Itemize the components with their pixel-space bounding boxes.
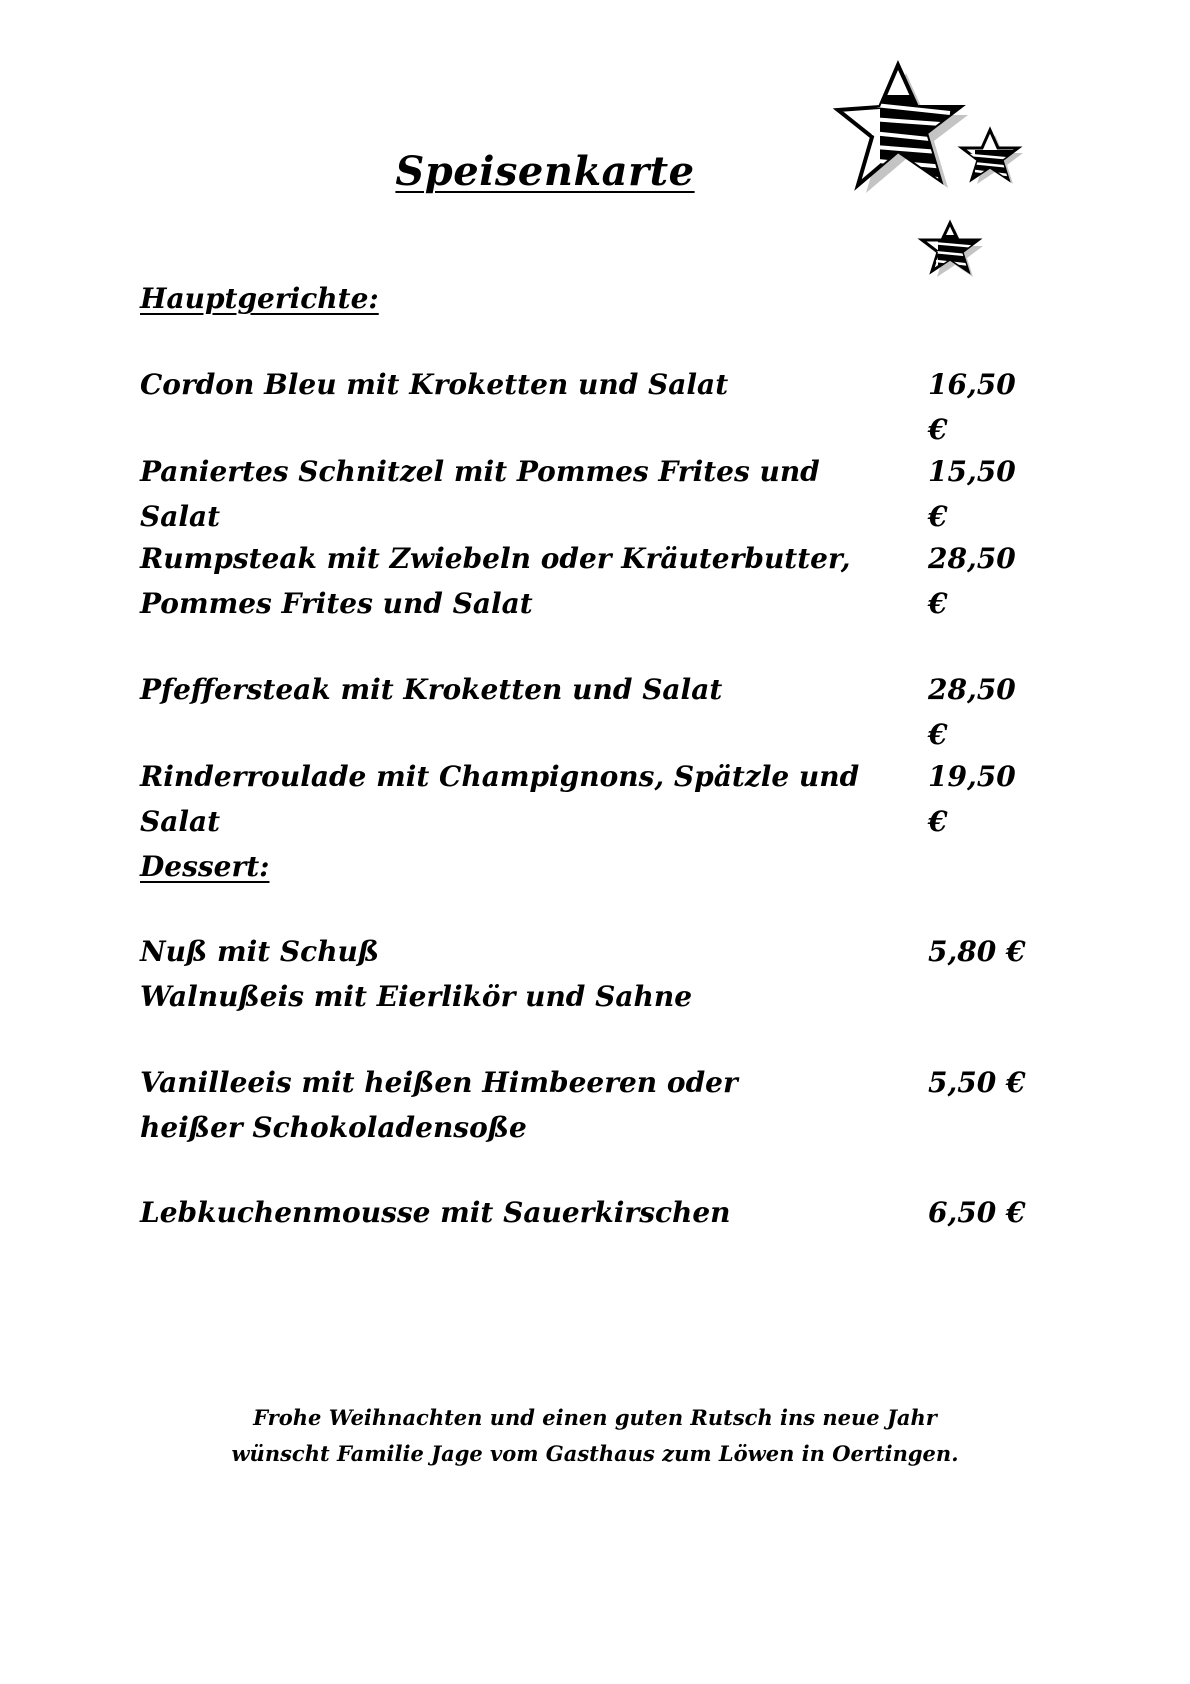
star-icon — [838, 65, 968, 193]
menu-item-price: 16,50 € — [928, 368, 1016, 446]
menu-item-description: Pommes Frites und Salat — [140, 587, 533, 620]
star-icon — [962, 130, 1023, 184]
menu-item-price: 15,50 € — [928, 455, 1016, 533]
menu-item — [140, 754, 1040, 844]
menu-item-price: 19,50 € — [928, 760, 1016, 838]
menu-item-name: Cordon Bleu mit Kroketten und Salat — [140, 368, 729, 401]
menu-item-name: Vanilleeis mit heißen Himbeeren oder — [140, 1066, 738, 1099]
menu-item — [140, 536, 1040, 626]
menu-item-name: Lebkuchenmousse mit Sauerkirschen — [140, 1196, 731, 1229]
menu-item-name: Paniertes Schnitzel mit Pommes Frites und Salat — [140, 455, 820, 533]
menu-item-description: Walnußeis mit Eierlikör und Sahne — [140, 980, 693, 1013]
menu-item-price: 5,80 € — [928, 935, 1026, 968]
menu-item-price: 6,50 € — [928, 1196, 1026, 1229]
menu-item-name: Rinderroulade mit Champignons, Spätzle und Salat — [140, 760, 860, 838]
menu-item — [140, 667, 1040, 751]
star-icon — [922, 223, 983, 277]
footer-line: Frohe Weihnachten und einen guten Rutsch ins neue Jahr — [253, 1405, 937, 1430]
menu-item-name: Nuß mit Schuß — [140, 935, 380, 968]
footer-line: wünscht Familie Jage vom Gasthaus zum Löwen in Oertingen. — [231, 1441, 959, 1466]
footer-greeting — [0, 1400, 1190, 1472]
menu-item — [140, 1060, 1040, 1150]
menu-item-name: Pfeffersteak mit Kroketten und Salat — [140, 673, 723, 706]
menu-item — [140, 929, 1040, 1019]
menu-item-name: Rumpsteak mit Zwiebeln oder Kräuterbutter, — [140, 542, 851, 575]
section-heading-dessert: Dessert: — [140, 850, 270, 883]
page-title: Speisenkarte — [395, 148, 695, 195]
menu-item-price: 28,50 € — [928, 673, 1016, 751]
menu-item — [140, 362, 1040, 446]
menu-item-price: 28,50 € — [928, 542, 1016, 620]
star-decoration — [820, 55, 1060, 305]
menu-item-price: 5,50 € — [928, 1066, 1026, 1099]
menu-item — [140, 1190, 1040, 1235]
section-heading-main: Hauptgerichte: — [140, 282, 379, 315]
menu-item — [140, 449, 1040, 539]
menu-item-description: heißer Schokoladensoße — [140, 1111, 527, 1144]
